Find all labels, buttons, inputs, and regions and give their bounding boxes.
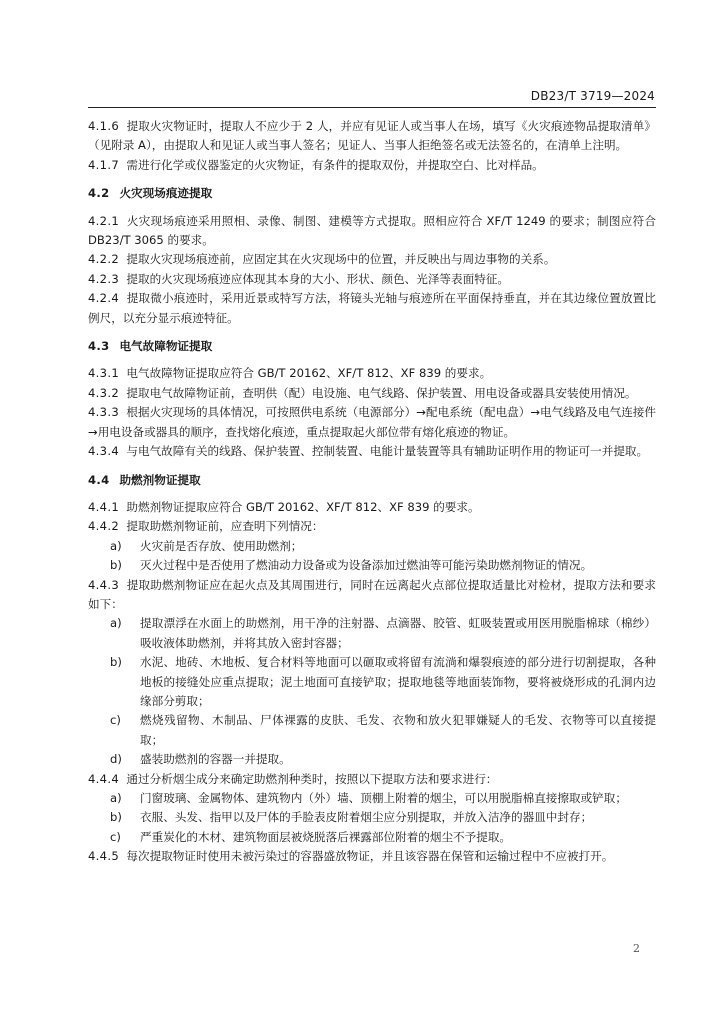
clause-4-2-3: 4.2.3 提取的火灾现场痕迹应体现其本身的大小、形状、颜色、光泽等表面特征。 <box>88 271 509 286</box>
list-item: a) 门窗玻璃、金属物体、建筑物内（外）墙、顶棚上附着的烟尘，可以用脱脂棉直接擦取或铲取； <box>110 791 627 805</box>
clause-4-4-1: 4.4.1 助燃剂物证提取应符合 GB/T 20162、XF/T 812、XF 839 的要求。 <box>88 499 480 514</box>
document-header-code: DB23/T 3719—2024 <box>530 89 655 103</box>
list-item: a) 提取漂浮在水面上的助燃剂，用干净的注射器、点滴器、胶管、虹吸装置或用医用脱脂棉球（棉纱）吸收液体助燃剂，并将其放入密封容器； <box>110 616 656 650</box>
document-body <box>88 117 656 867</box>
header-rule <box>88 107 656 108</box>
clause-4-3-3: 4.3.3 根据火灾现场的具体情况，可按照供电系统（电源部分）→配电系统（配电盘）→电气线路及电气连接件→用电设备或器具的顺序，查找熔化痕迹，重点提取起火部位带有熔化痕迹的物证。 <box>88 405 656 439</box>
list-item: b) 灭火过程中是否使用了燃油动力设备或为设备添加过燃油等可能污染助燃剂物证的情况。 <box>110 558 593 573</box>
list-item: c) 严重炭化的木材、建筑物面层被烧脱落后裸露部位附着的烟尘不予提取。 <box>110 829 512 844</box>
list-item: a) 火灾前是否存放、使用助燃剂； <box>110 538 303 553</box>
clause-4-4-5: 4.4.5 每次提取物证时使用未被污染过的容器盛放物证，并且该容器在保管和运输过程中不应被打开。 <box>88 849 614 864</box>
list-item: b) 衣服、头发、指甲以及尸体的手脸表皮附着烟尘应分别提取，并放入洁净的器皿中封存； <box>110 810 593 825</box>
clause-4-2-1: 4.2.1 火灾现场痕迹采用照相、录像、制图、建模等方式提取。照相应符合 XF/T 1249 的要求；制图应符合 DB23/T 3065 的要求。 <box>88 213 656 248</box>
list-item: c) 燃烧残留物、木制品、尸体裸露的皮肤、毛发、衣物和放火犯罪嫌疑人的毛发、衣物等可以直接提取； <box>110 713 656 747</box>
clause-4-4-2: 4.4.2 提取助燃剂物证前，应查明下列情况： <box>88 519 324 534</box>
clause-4-2-4: 4.2.4 提取微小痕迹时，采用近景或特写方法，将镜头光轴与痕迹所在平面保持垂直，并在其边缘位置放置比例尺，以充分显示痕迹特征。 <box>88 291 656 325</box>
clause-4-3-4: 4.3.4 与电气故障有关的线路、保护装置、控制装置、电能计量装置等具有辅助证明作用的物证可一并提取。 <box>88 444 649 459</box>
clause-4-4-4: 4.4.4 通过分析烟尘成分来确定助燃剂种类时，按照以下提取方法和要求进行： <box>88 771 498 786</box>
clause-4-4-3: 4.4.3 提取助燃剂物证应在起火点及其周围进行，同时在远离起火点部位提取适量比对检材，提取方法和要求如下： <box>88 577 656 611</box>
clause-4-2-2: 4.2.2 提取火灾现场痕迹前，应固定其在火灾现场中的位置，并反映出与周边事物的关系。 <box>88 252 556 267</box>
clause-4-1-7: 4.1.7 需进行化学或仪器鉴定的火灾物证，有条件的提取双份，并提取空白、比对样品。 <box>88 157 544 172</box>
section-heading-4-3: 4.3 电气故障物证提取 <box>88 339 213 354</box>
clause-4-1-6: 4.1.6 提取火灾物证时，提取人不应少于 2 人，并应有见证人或当事人在场，填写《火灾痕迹物品提取清单》（见附录 A），由提取人和见证人或当事人签名；见证人、当事人拒绝签名或无法签名的，在清单上注明。 <box>88 119 656 153</box>
section-heading-4-2: 4.2 火灾现场痕迹提取 <box>88 186 213 201</box>
section-heading-4-4: 4.4 助燃剂物证提取 <box>88 472 201 487</box>
list-item: b) 水泥、地砖、木地板、复合材料等地面可以砸取或将留有流淌和爆裂痕迹的部分进行切割提取，各种地板的接缝处应重点提取；泥土地面可直接铲取；提取地毯等地面装饰物，要将被烧形成的孔洞内边缘部分剪取； <box>110 655 656 708</box>
page-number: 2 <box>633 942 640 955</box>
clause-4-3-1: 4.3.1 电气故障物证提取应符合 GB/T 20162、XF/T 812、XF 839 的要求。 <box>88 366 492 381</box>
clause-4-3-2: 4.3.2 提取电气故障物证前，查明供（配）电设施、电气线路、保护装置、用电设备或器具安装使用情况。 <box>88 385 637 400</box>
list-item: d) 盛装助燃剂的容器一并提取。 <box>110 752 291 767</box>
